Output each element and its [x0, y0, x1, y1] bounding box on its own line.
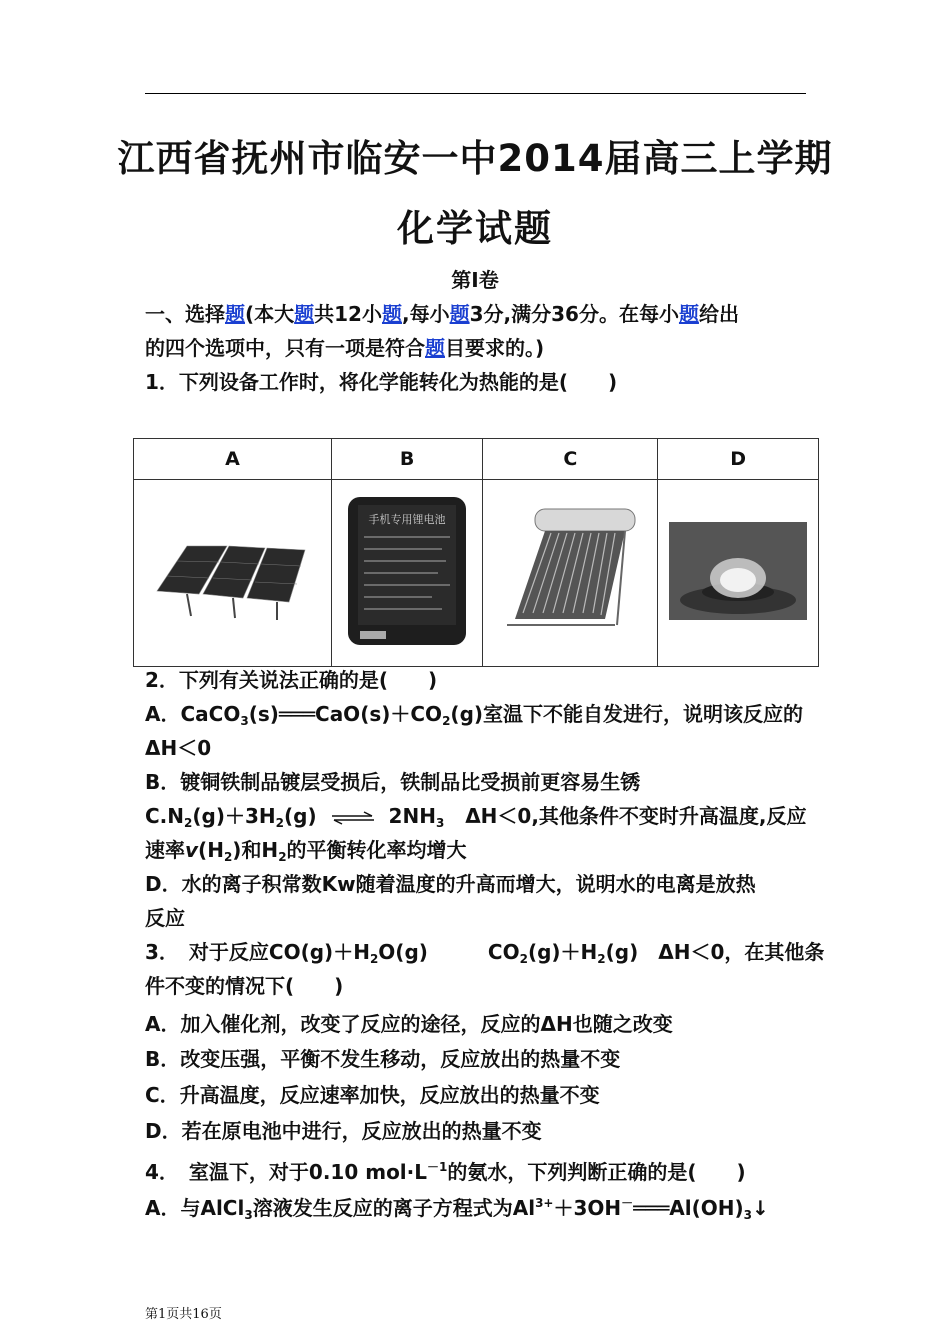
q2-option-c-line2: 速率$v(H_2)$和$H_2$的平衡转化率均增大: [145, 838, 467, 864]
volume-label: 第Ⅰ卷: [451, 268, 499, 292]
question-3-stem: 3． 对于反应$CO(g)+H_2O(g)$ $CO_2(g)+H_2(g)$ ΔH＜0，在其他条: [145, 940, 825, 966]
q2-option-d: D．水的离子积常数Kw随着温度的升高而增大，说明水的电离是放热: [145, 872, 756, 896]
link-ti[interactable]: 题: [425, 336, 445, 360]
col-header-b: B: [331, 439, 483, 480]
q3-option-d: D．若在原电池中进行，反应放出的热量不变: [145, 1119, 542, 1143]
q2-option-a: A．$CaCO_3(s)═══CaO(s)+CO_2(g)$室温下不能自发进行，说明该反应的: [145, 702, 804, 728]
link-ti[interactable]: 题: [449, 302, 470, 326]
gas-stove-image: [658, 480, 819, 667]
solar-water-heater-image: [483, 480, 658, 667]
col-header-a: A: [134, 439, 332, 480]
q2-option-a-line2: ΔH＜0: [145, 736, 212, 760]
col-header-c: C: [483, 439, 658, 480]
question-4-stem: 4． 室温下，对于0.10 $mol\cdot L^{-1}$的氨水，下列判断正确的是( ): [145, 1160, 746, 1184]
q2-option-b: B．镀铜铁制品镀层受损后，铁制品比受损前更容易生锈: [145, 770, 641, 794]
solar-panel-image: [134, 480, 332, 667]
section-instruction-line2: 的四个选项中，只有一项是符合题目要求的。): [145, 336, 545, 360]
battery-label: 手机专用锂电池: [368, 513, 446, 526]
link-ti[interactable]: 题: [225, 302, 245, 326]
page-title: 江西省抚州市临安一中2014届高三上学期: [117, 137, 833, 180]
q3-option-c: C．升高温度，反应速率加快，反应放出的热量不变: [145, 1083, 600, 1107]
link-ti[interactable]: 题: [678, 302, 699, 326]
link-ti[interactable]: 题: [294, 302, 315, 326]
q3-option-a: A．加入催化剂，改变了反应的途径，反应的ΔH也随之改变: [145, 1012, 673, 1036]
equilibrium-arrow-icon: [328, 811, 378, 825]
apparatus-table: [133, 438, 819, 667]
q2-option-d-line2: 反应: [145, 906, 185, 930]
battery-image: [331, 480, 483, 667]
page-subtitle: 化学试题: [397, 207, 553, 250]
q4-option-a: A．与AlCl$_3$溶液发生反应的离子方程式为$Al^{3+}+3OH^-═══Al(OH)_3↓$: [145, 1196, 769, 1222]
question-3-stem-line2: 件不变的情况下( ): [145, 974, 344, 998]
q2-option-c: $C.N_2(g)+3H_2(g)$ $2NH_3$ ΔH＜0,其他条件不变时升高温度,反应: [145, 804, 807, 830]
question-1-stem: 1．下列设备工作时，将化学能转化为热能的是( ): [145, 370, 618, 394]
top-rule: [145, 93, 806, 94]
link-ti[interactable]: 题: [381, 302, 402, 326]
question-2-stem: 2．下列有关说法正确的是( ): [145, 668, 438, 692]
section-instruction: 一、选择题(本大题共12小题,每小题3分,满分36分。在每小题给出: [145, 302, 739, 326]
col-header-d: D: [658, 439, 819, 480]
q3-option-b: B．改变压强，平衡不发生移动，反应放出的热量不变: [145, 1047, 621, 1071]
page-number: 第1页共16页: [145, 1307, 222, 1322]
